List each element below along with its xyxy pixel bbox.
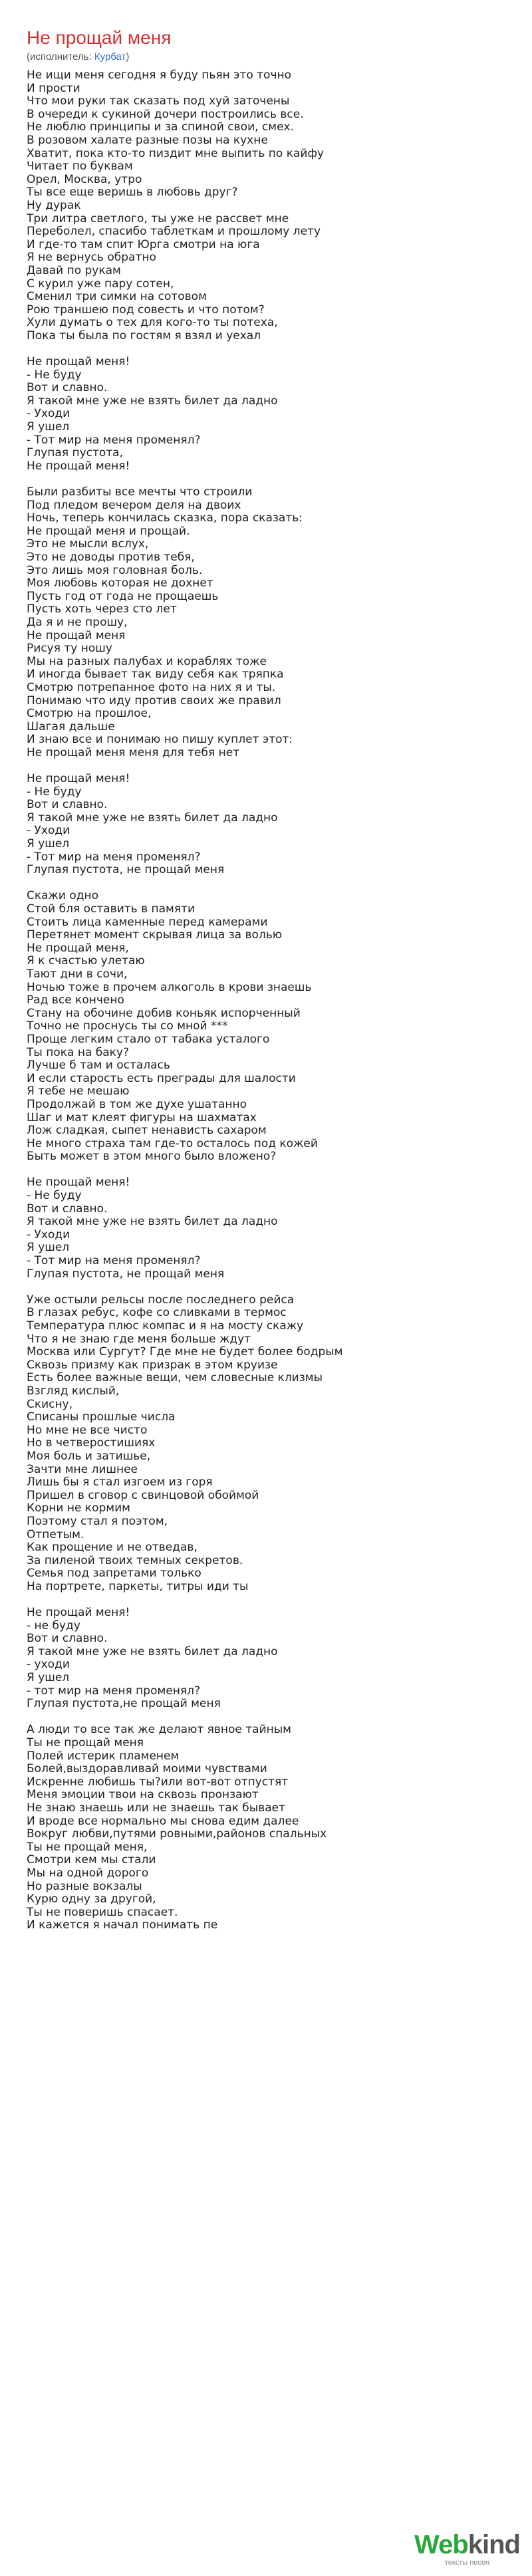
lyric-line: Это не доводы против тебя, [27,551,195,564]
lyric-line: Но мне не все чисто [27,1424,148,1437]
lyric-line: Глупая пустота, не прощай меня [27,1267,225,1281]
lyric-line: Поэтому стал я поэтом, [27,1515,168,1528]
lyric-line: Меня эмоции твои на сквозь пронзают [27,1789,259,1802]
lyric-line [27,1164,505,1177]
lyric-line: И иногда бывает так виду себя как тряпка [27,668,284,682]
lyric-line: Не прощай меня [27,629,126,642]
lyric-line: Не прощай меня меня для тебя нет [27,746,240,759]
lyric-line [27,1281,505,1294]
lyric-line: Хватит, пока кто-то пиздит мне выпить по кайфу [27,147,325,160]
lyric-line: Да я и не прошу, [27,616,128,629]
lyric-line: Вокруг любви,путями ровными,районов спальных [27,1828,327,1841]
lyrics-text [27,69,505,1932]
lyric-line: Быть может в этом много было вложено? [27,1150,277,1164]
lyric-line: Рад все кончено [27,994,124,1007]
lyric-line: Я такой мне уже не взять билет да ладно [27,394,278,408]
lyric-line: С курил уже пару сотен, [27,277,174,291]
lyric-line: Болей,выздоравливай моими чувствами [27,1763,267,1776]
lyric-line: Не прощай меня! [27,773,130,786]
lyric-line: - тот мир на меня променял? [27,1684,201,1698]
lyric-line: И если старость есть преграды для шалости [27,1072,296,1085]
lyric-line: Вот и славно. [27,382,108,395]
lyric-line: И прости [27,82,80,95]
lyric-line: Не много страха там где-то осталось под кожей [27,1137,318,1150]
lyric-line: - Тот мир на меня променял? [27,850,201,864]
lyric-line: Не прощай меня! [27,459,130,473]
lyric-line: Глупая пустота, не прощай меня [27,864,225,877]
performer-link[interactable]: Курбат [94,51,126,63]
lyric-line: Вот и славно. [27,1202,108,1216]
lyric-line: Вот и славно. [27,1632,108,1646]
lyric-line: Не знаю знаешь или не знаешь так бывает [27,1801,285,1815]
lyric-line [27,1593,505,1607]
lyric-line: Переболел, спасибо таблеткам и прошлому лету [27,225,321,239]
page-title: Не прощай меня [27,27,172,48]
lyric-line: Не прощай меня! [27,1607,130,1620]
lyric-line [27,1711,505,1724]
lyric-line: Не прощай меня, [27,942,129,955]
lyric-line: Мы на разных палубах и кораблях тоже [27,655,267,668]
lyric-line: Ты все еще веришь в любовь друг? [27,186,238,199]
lyric-line: Стоить лица каменные перед камерами [27,916,268,929]
lyric-line: Москва или Сургут? Где мне не будет более бодрым [27,1346,343,1359]
lyric-line: Шагая дальше [27,720,115,733]
lyric-line: Я такой мне уже не взять билет да ладно [27,811,278,825]
lyric-line [27,877,505,890]
lyric-line: Зачти мне лишнее [27,1463,138,1476]
lyric-line: Но разные вокзалы [27,1880,142,1893]
lyric-line: - Уходи [27,408,70,421]
lyric-line: Точно не проснусь ты со мной *** [27,1020,228,1033]
lyric-line: Шаг и мат клеят фигуры на шахматах [27,1111,257,1124]
lyric-line: Не люблю принципы и за спиной свои, смех. [27,121,295,134]
lyric-line: Списаны прошлые числа [27,1411,176,1424]
lyric-line: Смотри кем мы стали [27,1854,156,1867]
lyric-line: Ты не прощай меня, [27,1841,148,1854]
lyric-line: Я ушел [27,838,70,851]
lyric-line: - не буду [27,1619,80,1632]
lyric-line: Тают дни в сочи, [27,967,128,981]
logo-tagline: тексты песен [444,2559,490,2567]
lyric-line: Не прощай меня! [27,1176,130,1190]
lyric-line: Сквозь призму как призрак в этом круизе [27,1358,278,1372]
lyric-line: Уже остыли рельсы после последнего рейса [27,1293,295,1307]
lyric-line: За пиленой твоих темных секретов. [27,1554,243,1567]
lyric-line: Продолжай в том же духе ушатанно [27,1098,247,1111]
lyric-line: Скисну, [27,1398,73,1411]
lyric-line: Глупая пустота,не прощай меня [27,1698,221,1711]
lyric-line: На портрете, паркеты, титры иди ты [27,1580,249,1593]
lyric-line: В очереди к сукиной дочери построились все. [27,108,304,121]
lyric-line: - Тот мир на меня променял? [27,1255,201,1268]
lyric-line: Семья под запретами только [27,1567,201,1581]
lyric-line: Что я не знаю где меня больше ждут [27,1333,251,1346]
lyric-line: Три литра светлого, ты уже не рассвет мне [27,212,289,225]
lyric-line: Я ушел [27,1241,70,1255]
lyric-line: Читает по буквам [27,160,133,174]
lyric-line [27,342,505,356]
lyric-line: Температура плюс компас и я на мосту скажу [27,1320,304,1333]
lyric-line: Как прощение и не отведав, [27,1541,198,1555]
lyric-line: И кажется я начал понимать пе [27,1919,218,1932]
lyric-line: Что мои руки так сказать под хуй заточены [27,95,290,108]
lyric-line: Стану на обочине добив коньяк испорченный [27,1007,301,1020]
lyric-line: Я ушел [27,1672,70,1685]
lyric-line: Не прощай меня! [27,356,130,369]
lyric-line: Смотрю на прошлое, [27,708,152,721]
site-logo[interactable] [414,2531,520,2567]
lyric-line: Я ушел [27,421,70,434]
lyric-line: Пусть год от года не прощаешь [27,590,219,603]
lyric-line: Но в четверостишиях [27,1437,156,1450]
lyric-line: Пусть хоть через сто лет [27,603,177,616]
lyric-line: Лишь бы я стал изгоем из горя [27,1476,213,1489]
lyric-line: Ночь, теперь кончилась сказка, пора сказать: [27,512,303,525]
lyric-line: А люди то все так же делают явное тайным [27,1724,291,1737]
performer-suffix: ) [126,51,130,63]
lyric-line: Вот и славно. [27,799,108,812]
lyric-line: Орел, Москва, утро [27,173,142,186]
lyric-line: - Не буду [27,368,82,382]
lyric-line: Курю одну за другой, [27,1893,156,1906]
lyric-line: В глазах ребус, кофе со сливками в термос [27,1307,287,1320]
lyric-line: Полей истерик пламенем [27,1749,180,1763]
lyric-line: Мы на одной дорого [27,1867,149,1880]
lyric-line: Глупая пустота, [27,447,124,460]
lyric-line: Сменил три симки на сотовом [27,291,207,304]
lyric-line: Я такой мне уже не взять билет да ладно [27,1216,278,1229]
lyric-line: Под пледом вечером деля на двоих [27,499,241,512]
lyric-line: Рою траншею под совесть и что потом? [27,303,265,317]
lyric-line: Давай по рукам [27,264,121,277]
lyric-line: Были разбиты все мечты что строили [27,486,253,499]
lyric-line: Я к счастью улетаю [27,955,145,968]
lyric-line: Моя любовь которая не дохнет [27,577,213,590]
lyric-line: В розовом халате разные позы на кухне [27,134,268,147]
lyric-line [27,759,505,773]
lyric-line: Это не мысли вслух, [27,538,149,551]
lyric-line: Это лишь моя головная боль. [27,564,203,577]
lyric-line: Проще легким стало от табака усталого [27,1033,270,1046]
performer-prefix: (исполнитель: [27,51,94,63]
lyric-line: Не ищи меня сегодня я буду пьян это точно [27,69,291,82]
lyric-line: Взгляд кислый, [27,1384,120,1398]
lyric-line: Понимаю что иду против своих же правил [27,694,281,708]
lyric-line: Перетянет момент скрывая лица за волью [27,929,283,942]
lyric-line: - Тот мир на меня променял? [27,434,201,447]
lyric-line: Лож сладкая, сыпет ненависть сахаром [27,1124,267,1138]
lyric-line: Лучше б там и осталась [27,1059,170,1073]
lyric-line: Моя боль и затишье, [27,1450,151,1463]
lyric-line: Искренне любишь ты?или вот-вот отпустят [27,1775,289,1789]
lyric-line: Я не вернусь обратно [27,251,156,265]
lyric-line: - Не буду [27,1190,82,1203]
lyric-line: И где-то там спит Юрга смотри на юга [27,238,260,251]
lyric-line: И вроде все нормально мы снова едим далее [27,1815,299,1828]
lyric-line: Отпетым. [27,1528,84,1541]
lyric-line: И знаю все и понимаю но пишу куплет этот: [27,733,293,747]
lyric-line: Я тебе не мешаю [27,1085,130,1098]
lyric-line: - Уходи [27,1228,70,1241]
lyric-line: Пока ты была по гостям я взял и уехал [27,329,261,342]
lyric-line: Ночью тоже в прочем алкоголь в крови знаешь [27,981,312,994]
lyric-line: Ну дурак [27,199,81,212]
lyric-line [27,473,505,486]
lyric-line: - уходи [27,1658,70,1672]
lyric-line: - Уходи [27,825,70,838]
lyric-line: Ты не поверишь спасает. [27,1906,178,1919]
logo-wordmark: Webkind [414,2530,520,2559]
lyric-line: Скажи одно [27,890,98,903]
lyric-line: Не прощай меня и прощай. [27,525,190,538]
lyric-line: Ты не прощай меня [27,1737,144,1749]
lyric-line: Хули думать о тех для кого-то ты потеха, [27,317,278,330]
lyric-line: Смотрю потрепанное фото на них я и ты. [27,681,276,694]
lyric-line: Ты пока на баку? [27,1046,130,1059]
lyric-line: Есть более важные вещи, чем словесные клизмы [27,1372,323,1385]
lyric-line: Я такой мне уже не взять билет да ладно [27,1645,278,1658]
performer-line [27,51,129,64]
lyric-line: Стой бля оставить в памяти [27,903,196,916]
lyric-line: Пришел в сговор с свинцовой обоймой [27,1489,259,1502]
lyric-line: Корни не кормим [27,1502,130,1515]
lyric-line: - Не буду [27,785,82,799]
lyric-line: Рисуя ту ношу [27,642,112,656]
